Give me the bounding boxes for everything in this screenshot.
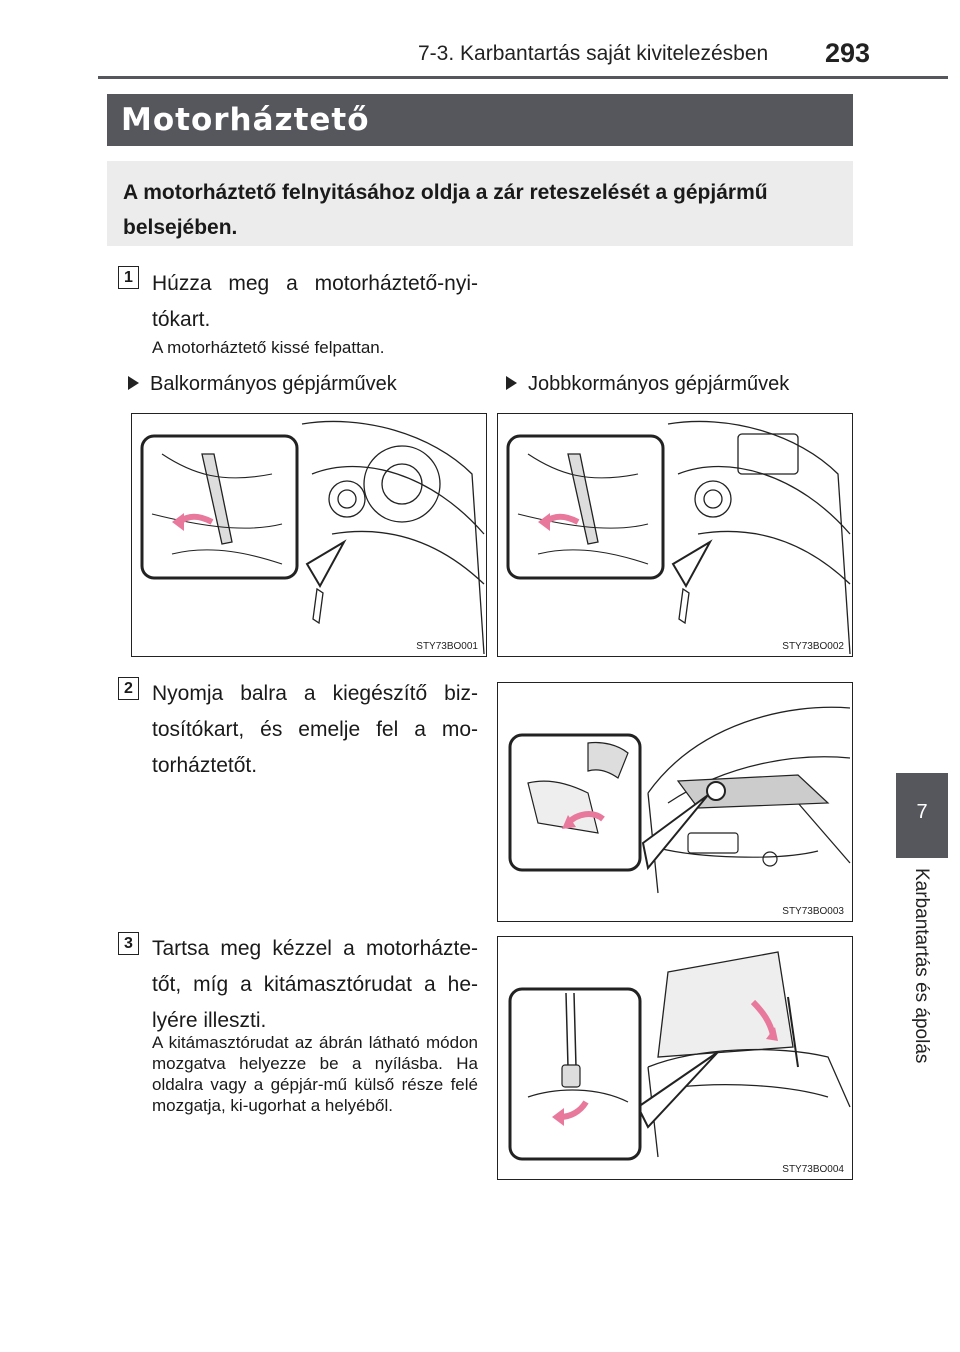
chapter-label-text: Karbantartás és ápolás — [911, 868, 932, 1064]
step-1-text: Húzza meg a motorháztető-nyi-tókart. — [152, 272, 478, 331]
figure-code: STY73BO003 — [782, 906, 844, 917]
figure-secondary-latch — [497, 682, 853, 922]
figure-support-rod — [497, 936, 853, 1180]
step-3-text: Tartsa meg kézzel a motorházte-tőt, míg a kitámasztórudat a he-lyére illeszti. — [152, 937, 478, 1032]
variant-rhd-label: Jobbkormányos gépjárművek — [528, 373, 790, 395]
chapter-tab — [896, 773, 948, 858]
figure-code: STY73BO001 — [416, 641, 478, 652]
variant-lhd-label: Balkormányos gépjárművek — [150, 373, 397, 395]
step-number-2: 2 — [118, 677, 139, 700]
figure-rhd-hood-lever — [497, 413, 853, 657]
step-2-text: Nyomja balra a kiegészítő biz-tosítókart, és emelje fel a mo-torháztetőt. — [152, 682, 478, 777]
step-number-1: 1 — [118, 266, 139, 289]
page-title: Motorháztető — [121, 102, 370, 138]
section-title: 7-3. Karbantartás saját kivitelezésben — [418, 42, 769, 65]
figure-code: STY73BO004 — [782, 1164, 844, 1175]
chapter-label — [910, 868, 936, 1088]
step-number-3: 3 — [118, 932, 139, 955]
step-3-note: A kitámasztórudat az ábrán látható módon mozgatva helyezze be a nyílásba. Ha oldalra vagy a gépjár-mű külső része felé mozgatja, ki-ugorhat a helyéből. — [152, 1033, 478, 1115]
intro-box — [107, 161, 853, 246]
triangle-bullet-icon — [128, 376, 139, 390]
chapter-number: 7 — [916, 801, 928, 823]
variant-rhd — [506, 373, 789, 396]
figure-code: STY73BO002 — [782, 641, 844, 652]
figure-lhd-hood-lever — [131, 413, 487, 657]
page-title-bar — [107, 94, 853, 146]
triangle-bullet-icon — [506, 376, 517, 390]
step-1-note: A motorháztető kissé felpattan. — [152, 338, 385, 357]
header-divider — [98, 76, 948, 79]
page-number: 293 — [825, 38, 871, 68]
variant-lhd — [128, 373, 397, 396]
intro-text: A motorháztető felnyitásához oldja a zár reteszelését a gépjármű belsejében. — [123, 181, 768, 239]
